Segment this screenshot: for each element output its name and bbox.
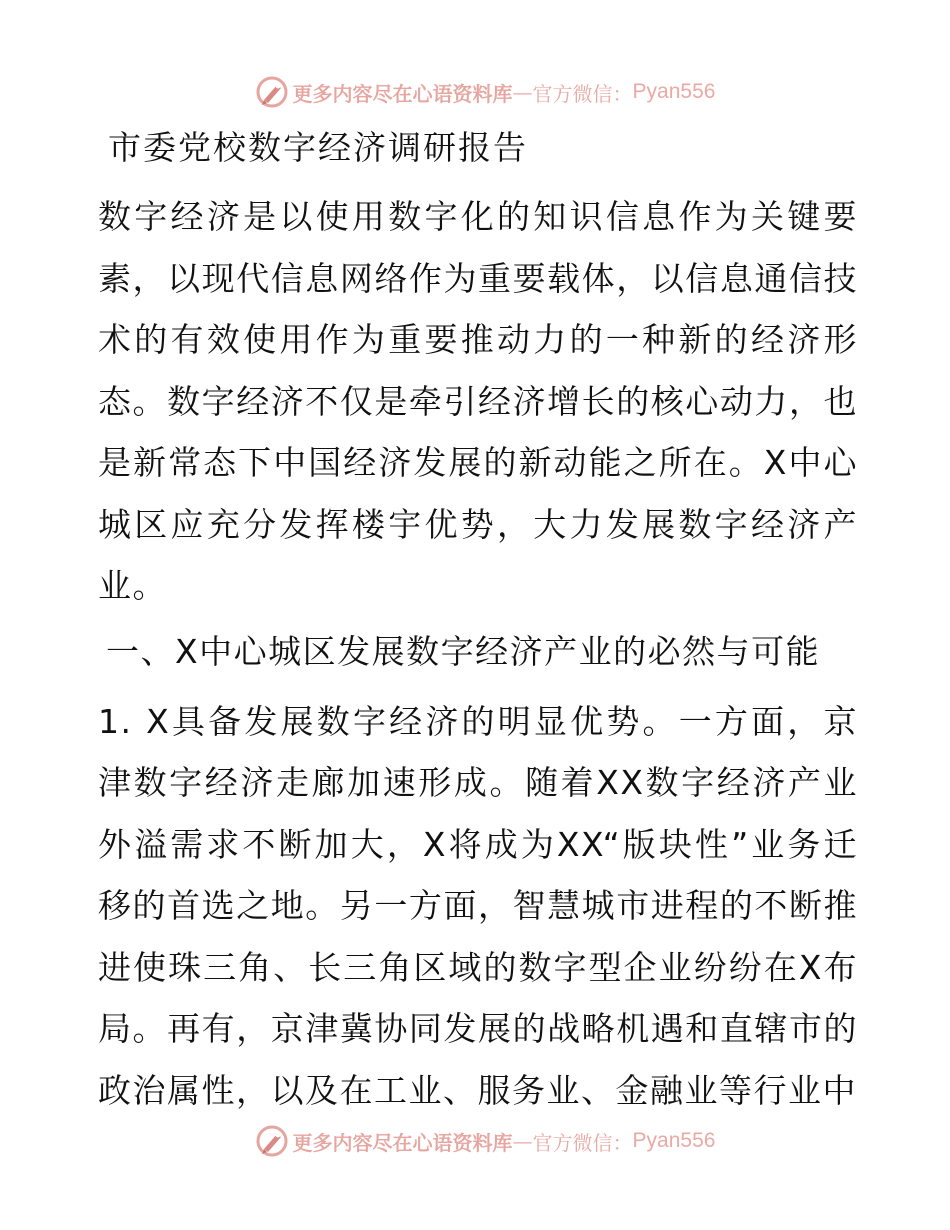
intro-paragraph: 数字经济是以使用数字化的知识信息作为关键要素，以现代信息网络作为重要载体，以信息通信技术的有效使用作为重要推动力的一种新的经济形态。数字经济不仅是牵引经济增长的核心动力，也是新常态下中国经济发展的新动能之所在。X中心城区应充分发挥楼宇优势，大力发展数字经济产业。 <box>98 197 858 605</box>
watermark-main-text: 更多内容尽在心语资料库 <box>292 81 513 106</box>
document-body <box>98 122 858 1130</box>
watermark-footer <box>0 1121 950 1161</box>
watermark-sub-text: 官方微信： <box>532 81 633 106</box>
watermark-main-text: 更多内容尽在心语资料库 <box>292 1130 513 1155</box>
document-title: 市委党校数字经济调研报告 <box>108 128 528 167</box>
pen-logo-icon <box>255 75 289 109</box>
section-heading: 一、X中心城区发展数字经济产业的必然与可能 <box>106 631 821 671</box>
watermark-code: Pyan556 <box>632 80 716 103</box>
pen-logo-icon <box>255 1124 289 1158</box>
watermark-separator: — <box>512 80 533 104</box>
watermark-separator: — <box>512 1129 533 1153</box>
watermark-code: Pyan556 <box>632 1129 716 1152</box>
watermark-sub-text: 官方微信： <box>532 1130 633 1155</box>
watermark-header <box>0 72 950 112</box>
section-paragraph: 1. X具备发展数字经济的明显优势。一方面，京津数字经济走廊加速形成。随着XX数字经济产业外溢需求不断加大，X将成为XX“版块性”业务迁移的首选之地。另一方面，智慧城市进程的不断推进使珠三角、长三角区域的数字型企业纷纷在X布局。再有，京津冀协同发展的战略机遇和直辖市的政治属性，以及在工业、服务业、金融业等行业中 <box>98 701 858 1110</box>
